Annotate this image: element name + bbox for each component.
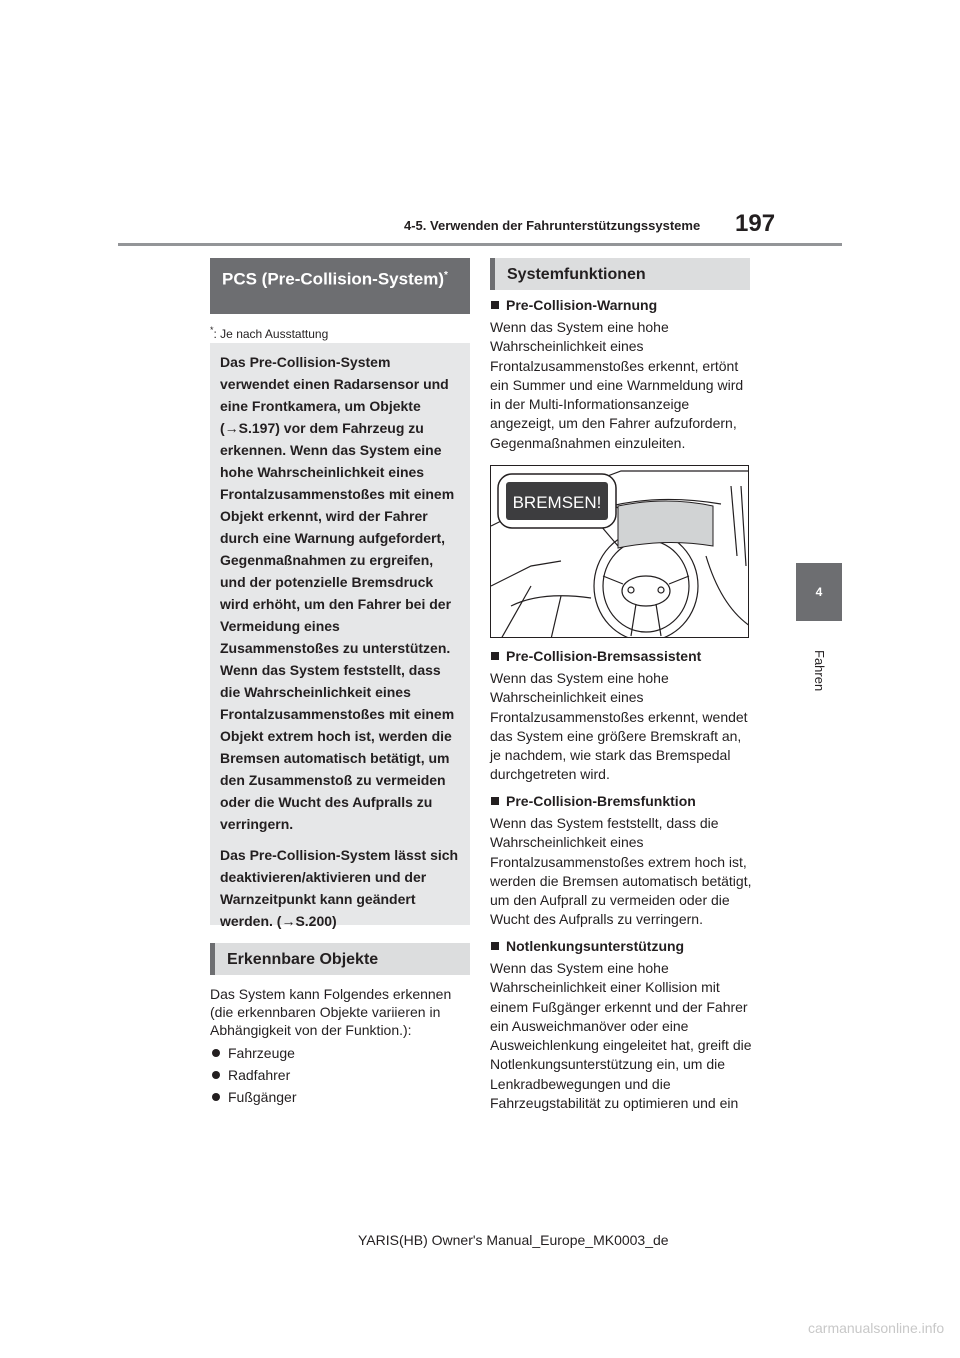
footnote — [210, 325, 328, 341]
pcs-heading — [210, 258, 470, 314]
bullet-icon — [212, 1049, 220, 1057]
list-item — [210, 1067, 472, 1089]
warning-message: BREMSEN! — [512, 493, 602, 512]
function-block — [490, 647, 752, 785]
pcs-heading-text: PCS (Pre-Collision-System) — [222, 269, 444, 289]
objects-intro: Das System kann Folgendes erkennen (die erkennbaren Objekte variieren in Abhängigkeit von der Funktion.): — [210, 986, 452, 1038]
list-item — [210, 1045, 472, 1067]
function-text: Wenn das System eine hohe Wahrscheinlichkeit eines Frontalzusammenstoßes erkennt, wendet das System eine größere Bremskraft an, je nachdem, wie stark das Bremspedal durchgetreten wird. — [490, 670, 748, 783]
function-title — [490, 792, 752, 810]
objects-list — [210, 1045, 472, 1111]
function-title — [490, 647, 752, 665]
intro-box — [210, 343, 470, 929]
function-title-text: Notlenkungsunterstützung — [506, 938, 685, 954]
function-text: Wenn das System eine hohe Wahrscheinlichkeit eines Frontalzusammenstoßes erkennt, ertönt ein Summer und eine Warnmeldung wird in der Multi-Informationsanzeige angezeigt, um den Fahrer aufzufordern, Gegenmaßnahmen einzuleiten. — [490, 319, 744, 451]
chapter-label — [797, 650, 841, 700]
chapter-label-text: Fahren — [812, 650, 827, 692]
function-title — [490, 937, 752, 955]
bullet-icon — [212, 1071, 220, 1079]
function-block — [490, 296, 752, 453]
function-title-text: Pre-Collision-Bremsassistent — [506, 648, 702, 664]
function-block — [490, 792, 752, 930]
page-number: 197 — [735, 210, 776, 237]
list-item-label: Fahrzeuge — [228, 1045, 295, 1061]
footer-text: YARIS(HB) Owner's Manual_Europe_MK0003_de — [358, 1232, 669, 1248]
function-title-text: Pre-Collision-Warnung — [506, 297, 658, 313]
function-title — [490, 296, 752, 314]
square-bullet-icon — [491, 652, 499, 660]
intro-paragraph: Das Pre-Collision-System lässt sich deaktivieren/aktivieren und der Warnzeitpunkt kann geändert werden. (→S.200) — [220, 847, 459, 929]
system-functions-heading: Systemfunktionen — [490, 258, 750, 290]
objects-heading: Erkennbare Objekte — [210, 943, 470, 975]
function-text: Wenn das System feststellt, dass die Wahrscheinlichkeit eines Frontalzusammenstoßes extrem hoch ist, werden die Bremsen automatisch betätigt, um den Aufprall zu vermeiden oder die Wucht des Aufpralls zu verringern. — [490, 815, 752, 928]
dashboard-illustration — [490, 465, 749, 638]
square-bullet-icon — [491, 301, 499, 309]
bullet-icon — [212, 1093, 220, 1101]
function-text: Wenn das System eine hohe Wahrscheinlichkeit einer Kollision mit einem Fußgänger erkennt und der Fahrer ein Ausweichmanöver oder eine Ausweichlenkung eingeleitet hat, greift die Notlenkungsunterstützung ein, um die Lenkradbewegungen und die Fahrzeugstabilität zu optimieren und ein — [490, 960, 752, 1112]
intro-paragraph: Das Pre-Collision-System verwendet einen Radarsensor und eine Frontkamera, um Objekte (→S.197) vor dem Fahrzeug zu erkennen. Wenn das System eine hohe Wahrscheinlichkeit eines Frontalzusammenstoßes mit einem Objekt erkennt, wird der Fahrer durch eine Warnung aufgefordert, Gegenmaßnahmen zu ergreifen, und der potenzielle Bremsdruck wird erhöht, um den Fahrer bei der Vermeidung eines Zusammenstoßes zu unterstützen. Wenn das System feststellt, dass die Wahrscheinlichkeit eines Frontalzusammenstoßes mit einem Objekt extrem hoch ist, werden die Bremsen automatisch betätigt, um den Zusammenstoß zu vermeiden oder die Wucht des Aufpralls zu verringern. — [220, 354, 455, 832]
section-title: 4-5. Verwenden der Fahrunterstützungssysteme — [404, 218, 701, 233]
list-item-label: Radfahrer — [228, 1067, 291, 1083]
watermark[interactable]: carmanualsonline.info — [808, 1320, 945, 1336]
function-block — [490, 937, 752, 1113]
list-item — [210, 1089, 472, 1111]
chapter-tab[interactable] — [796, 563, 842, 621]
footnote-mark: * — [210, 325, 214, 335]
list-item-label: Fußgänger — [228, 1089, 297, 1105]
footnote-text: : Je nach Ausstattung — [213, 327, 329, 341]
dashboard-drawing — [491, 466, 749, 638]
header-divider — [118, 243, 842, 246]
function-title-text: Pre-Collision-Bremsfunktion — [506, 793, 696, 809]
square-bullet-icon — [491, 942, 499, 950]
chapter-number: 4 — [815, 585, 823, 599]
pcs-heading-mark: * — [444, 270, 448, 281]
square-bullet-icon — [491, 797, 499, 805]
